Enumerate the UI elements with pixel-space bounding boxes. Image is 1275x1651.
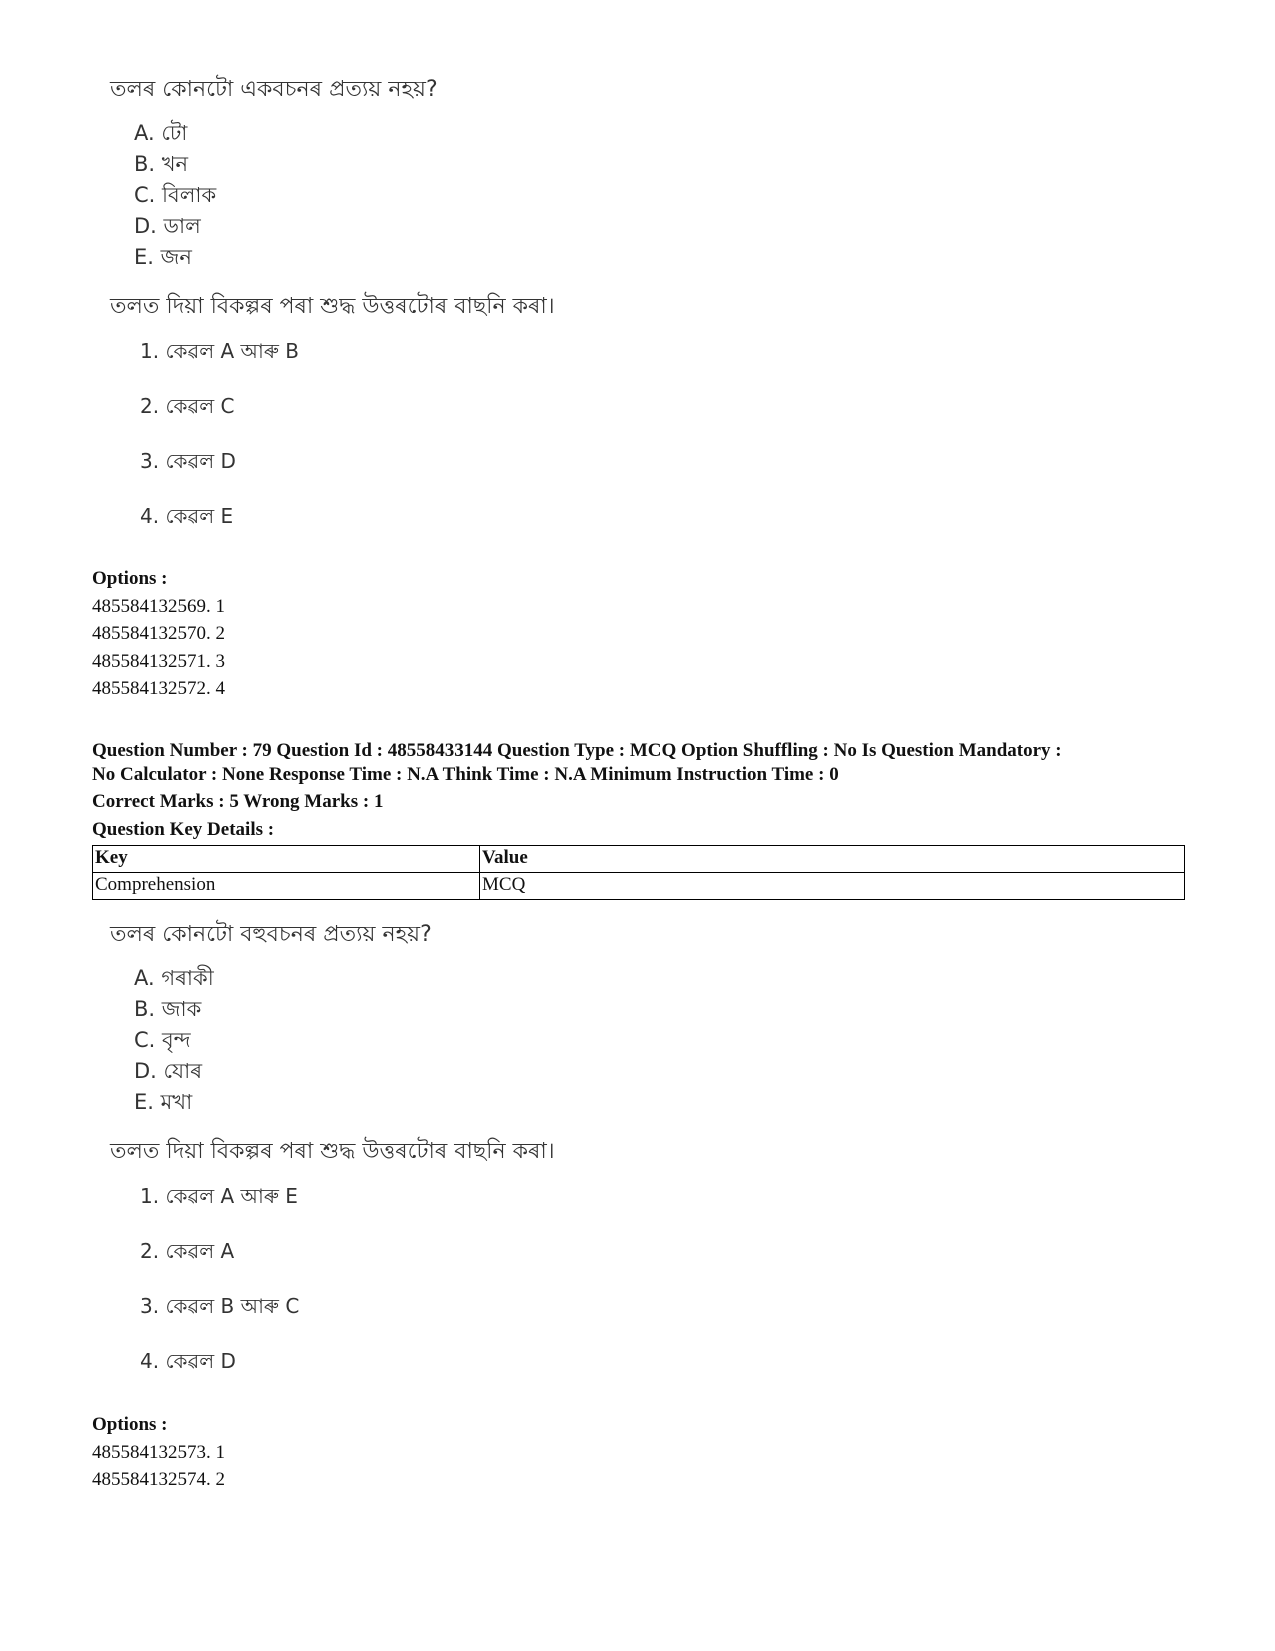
question-1-instruction: তলত দিয়া বিকল্পৰ পৰা শুদ্ধ উত্তৰটোৰ বাছনি কৰা। — [110, 294, 555, 319]
answer-choice: 1. কেৱল A আৰু B — [140, 339, 300, 363]
list-item: E. জন — [134, 245, 192, 269]
marks-line: Correct Marks : 5 Wrong Marks : 1 — [92, 791, 384, 812]
question-meta-line: Question Number : 79 Question Id : 48558433144 Question Type : MCQ Option Shuffling : No Is Question Mandatory : — [92, 740, 1062, 761]
answer-choice: 2. কেৱল C — [140, 394, 235, 418]
answer-choice: 4. কেৱল D — [140, 1349, 236, 1373]
option-id: 485584132571. 3 — [92, 650, 225, 672]
list-item: B. জাক — [134, 997, 202, 1021]
table-header-cell: Key — [93, 846, 480, 873]
option-id: 485584132572. 4 — [92, 678, 225, 699]
list-item: B. খন — [134, 152, 189, 176]
answer-choice: 4. কেৱল E — [140, 504, 234, 528]
options-label: Options : — [92, 568, 168, 589]
option-id: 485584132569. 1 — [92, 595, 225, 617]
list-item: A. টো — [134, 121, 188, 145]
answer-choice: 2. কেৱল A — [140, 1239, 235, 1263]
question-1-choices — [140, 337, 555, 557]
question-2-meta — [92, 739, 1192, 841]
answer-choice: 3. কেৱল B আৰু C — [140, 1294, 300, 1318]
key-details-label: Question Key Details : — [92, 818, 275, 840]
option-id: 485584132570. 2 — [92, 623, 225, 644]
question-meta-line: No Calculator : None Response Time : N.A Think Time : N.A Minimum Instruction Time : 0 — [92, 763, 839, 785]
question-2-options — [92, 1411, 225, 1494]
table-cell: MCQ — [480, 873, 1185, 900]
list-item: A. গৰাকী — [134, 966, 214, 990]
option-id: 485584132574. 2 — [92, 1469, 225, 1490]
options-label: Options : — [92, 1414, 168, 1435]
list-item: E. মখা — [134, 1090, 193, 1114]
table-cell: Comprehension — [93, 873, 480, 900]
question-2-stem: তলৰ কোনটো বহুবচনৰ প্ৰত্যয় নহয়? — [110, 922, 432, 947]
question-1-stem: তলৰ কোনটো একবচনৰ প্ৰত্যয় নহয়? — [110, 77, 438, 102]
question-1-options — [92, 565, 225, 703]
question-1-items — [134, 118, 555, 273]
list-item: D. ডাল — [134, 214, 201, 238]
table-header-row — [93, 846, 1185, 873]
list-item: C. বিলাক — [134, 183, 217, 207]
list-item: C. বৃন্দ — [134, 1028, 191, 1052]
table-header-cell: Value — [480, 846, 1185, 873]
question-2-instruction: তলত দিয়া বিকল্পৰ পৰা শুদ্ধ উত্তৰটোৰ বাছনি কৰা। — [110, 1139, 555, 1164]
table-row — [93, 873, 1185, 900]
option-id: 485584132573. 1 — [92, 1441, 225, 1463]
question-1-content — [110, 74, 555, 557]
question-2-items — [134, 963, 555, 1118]
answer-choice: 3. কেৱল D — [140, 449, 236, 473]
question-2-content — [110, 919, 555, 1402]
question-2-choices — [140, 1182, 555, 1402]
question-key-table — [92, 845, 1185, 900]
list-item: D. যোৰ — [134, 1059, 203, 1083]
answer-choice: 1. কেৱল A আৰু E — [140, 1184, 298, 1208]
